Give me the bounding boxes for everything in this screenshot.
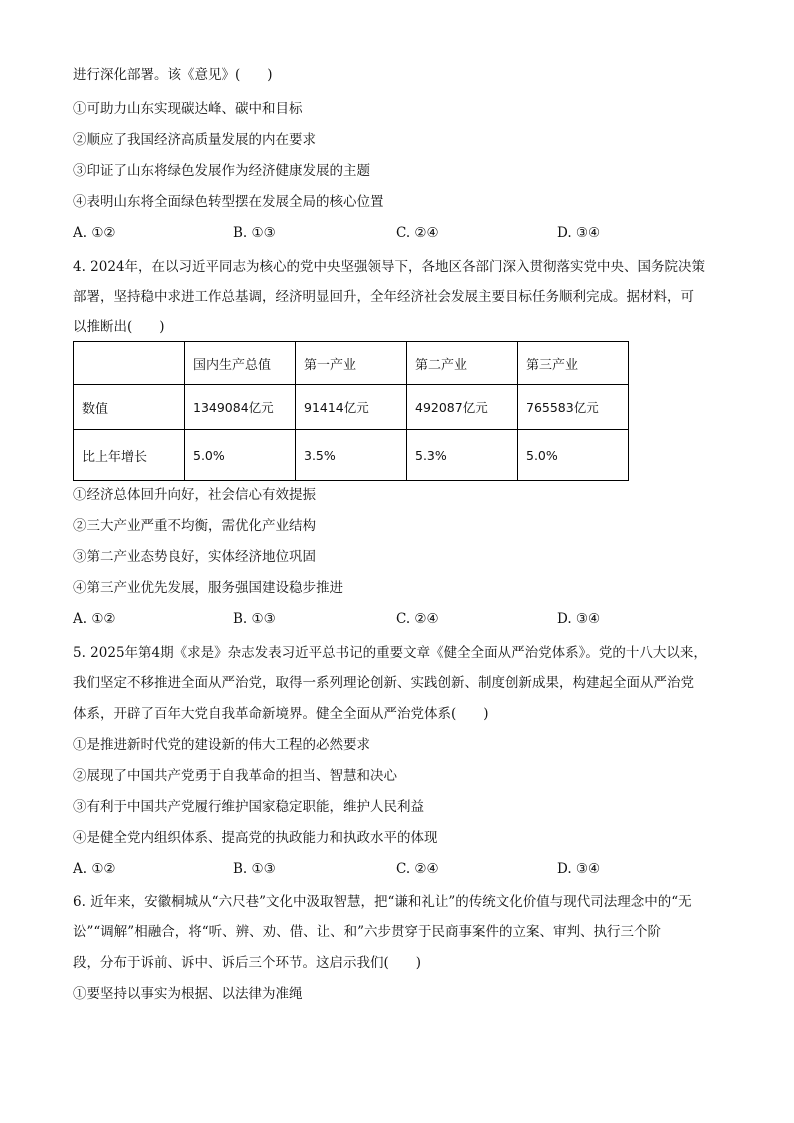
option-b[interactable]: B. ①③ (233, 861, 276, 877)
table-row (74, 385, 629, 430)
q4-options (73, 610, 673, 628)
option-a[interactable]: A. ①② (73, 225, 116, 241)
q5-item-2: ②展现了中国共产党勇于自我革命的担当、智慧和决心 (73, 768, 397, 784)
q3-options (73, 224, 673, 242)
option-b[interactable]: B. ①③ (233, 225, 276, 241)
table-header-cell: 第二产业 (407, 342, 518, 385)
q6-stem-line-3: 段，分布于诉前、诉中、诉后三个环节。这启示我们( ) (73, 955, 422, 971)
option-c[interactable]: C. ②④ (396, 611, 439, 627)
table-cell: 91414亿元 (296, 385, 407, 430)
q6-item-1: ①要坚持以事实为根据、以法律为准绳 (73, 986, 303, 1002)
q5-item-3: ③有利于中国共产党履行维护国家稳定职能，维护人民利益 (73, 799, 424, 815)
q3-item-1: ①可助力山东实现碳达峰、碳中和目标 (73, 101, 303, 117)
q3-stem-tail: 进行深化部署。该《意见》( ) (73, 67, 273, 83)
table-cell: 数值 (74, 385, 185, 430)
option-b[interactable]: B. ①③ (233, 611, 276, 627)
q4-stem-line-3: 以推断出( ) (73, 319, 165, 335)
table-cell: 5.3% (407, 430, 518, 481)
table-cell: 492087亿元 (407, 385, 518, 430)
q4-stem-line-2: 部署，坚持稳中求进工作总基调，经济明显回升，全年经济社会发展主要目标任务顺利完成。据材料，可 (73, 289, 694, 305)
q5-stem-line-1: 5. 2025年第4期《求是》杂志发表习近平总书记的重要文章《健全全面从严治党体系》。党的十八大以来， (73, 645, 707, 661)
option-a[interactable]: A. ①② (73, 611, 116, 627)
table-row (74, 430, 629, 481)
table-header-cell: 国内生产总值 (185, 342, 296, 385)
table-header-cell: 第三产业 (518, 342, 629, 385)
table-cell: 5.0% (518, 430, 629, 481)
q3-item-3: ③印证了山东将绿色发展作为经济健康发展的主题 (73, 163, 370, 179)
table-cell: 5.0% (185, 430, 296, 481)
q5-stem-line-2: 我们坚定不移推进全面从严治党，取得一系列理论创新、实践创新、制度创新成果，构建起全面从严治党 (73, 675, 694, 691)
table-cell: 3.5% (296, 430, 407, 481)
option-d[interactable]: D. ③④ (557, 611, 601, 627)
q5-stem-line-3: 体系，开辟了百年大党自我革命新境界。健全全面从严治党体系( ) (73, 706, 489, 722)
q4-item-2: ②三大产业严重不均衡，需优化产业结构 (73, 518, 316, 534)
q5-item-1: ①是推进新时代党的建设新的伟大工程的必然要求 (73, 737, 370, 753)
q3-item-2: ②顺应了我国经济高质量发展的内在要求 (73, 132, 316, 148)
q4-stem-line-1: 4. 2024年，在以习近平同志为核心的党中央坚强领导下，各地区各部门深入贯彻落实党中央、国务院决策 (73, 259, 706, 275)
gdp-table (73, 341, 629, 481)
table-header-cell (74, 342, 185, 385)
table-cell: 比上年增长 (74, 430, 185, 481)
option-c[interactable]: C. ②④ (396, 225, 439, 241)
option-c[interactable]: C. ②④ (396, 861, 439, 877)
q6-stem-line-2: 讼”“调解”相融合，将“听、辨、劝、借、让、和”六步贯穿于民商事案件的立案、审判、执行三个阶 (73, 924, 662, 940)
table-cell: 765583亿元 (518, 385, 629, 430)
q5-options (73, 860, 673, 878)
q6-stem-line-1: 6. 近年来，安徽桐城从“六尺巷”文化中汲取智慧，把“谦和礼让”的传统文化价值与现代司法理念中的“无 (73, 894, 692, 910)
q4-item-3: ③第二产业态势良好，实体经济地位巩固 (73, 549, 316, 565)
q4-item-4: ④第三产业优先发展，服务强国建设稳步推进 (73, 580, 343, 596)
q3-item-4: ④表明山东将全面绿色转型摆在发展全局的核心位置 (73, 194, 384, 210)
option-d[interactable]: D. ③④ (557, 225, 601, 241)
table-header-row (74, 342, 629, 385)
table-header-cell: 第一产业 (296, 342, 407, 385)
option-a[interactable]: A. ①② (73, 861, 116, 877)
q4-item-1: ①经济总体回升向好，社会信心有效提振 (73, 487, 316, 503)
option-d[interactable]: D. ③④ (557, 861, 601, 877)
q5-item-4: ④是健全党内组织体系、提高党的执政能力和执政水平的体现 (73, 830, 438, 846)
table-cell: 1349084亿元 (185, 385, 296, 430)
